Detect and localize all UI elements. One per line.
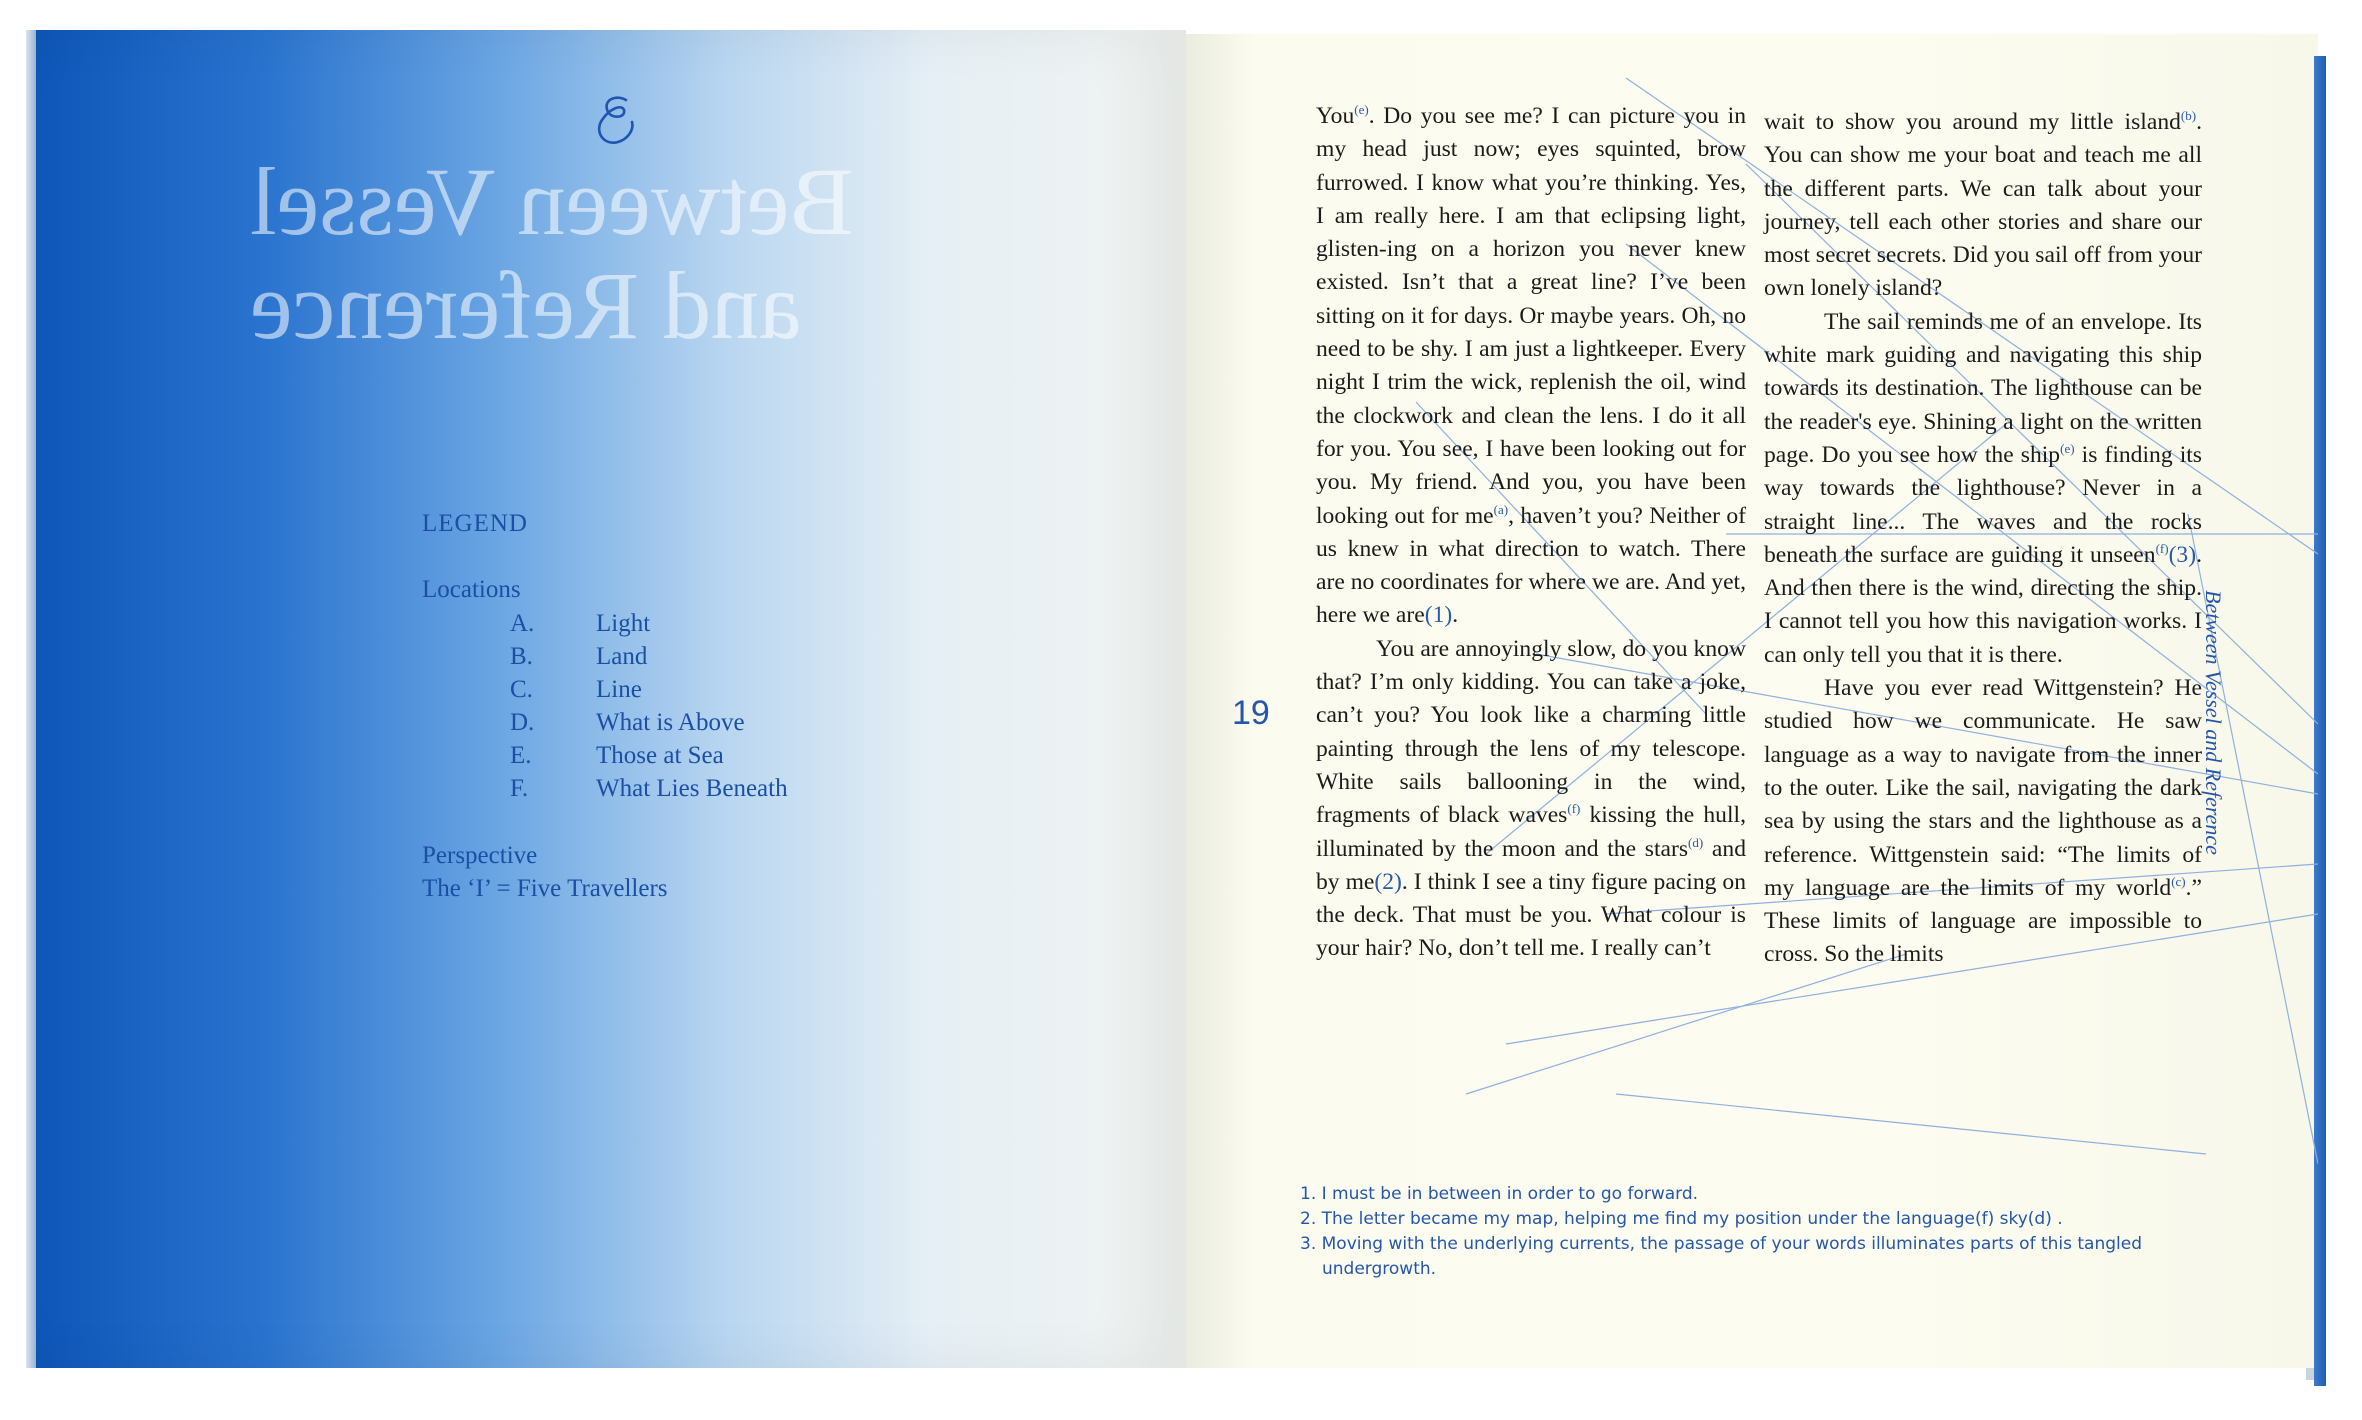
text-run: The sail reminds me of an envelope. Its white mark guiding and navigating this ship towards its destination. The lighthouse can be the reader's eye. Shining a light on the written page. Do you see how the ship [1764,308,2202,468]
paragraph [1764,306,2202,672]
legend-letter: F. [510,775,529,802]
text-run: Have you ever read Wittgenstein? He studied how we communicate. He saw language as a way to navigate from the inner to the outer. Like the sail, navigating the dark sea by using the stars and the lighthouse as a reference. Wittgenstein said: “The limits of my language are the limits of my world [1764,675,2202,901]
ghost-title-line-2: and Reference [250,252,802,359]
reference-marker: (a) [1493,501,1509,517]
legend-name: Land [596,643,648,670]
reference-marker: (f) [1567,801,1581,817]
text-run: and by me [1316,835,1746,895]
mirrored-title-bleedthrough [250,150,910,358]
legend-name: What is Above [596,709,745,736]
text-run: is finding its way towards the lighthouse? Never in a straight line... The waves and the rocks beneath the surface are guiding it unseen [1764,441,2202,568]
footnotes [1300,1182,2200,1282]
text-run: . I think I see a tiny figure pacing on the deck. That must be you. What colour is your hair? No, don’t tell me. I really can’t [1316,868,1746,962]
footnote-ref: (3) [2168,541,2197,568]
reference-marker: (b) [2180,108,2197,124]
running-title: Between Vessel and Reference [2201,590,2226,855]
text-run: wait to show you around my little island [1764,109,2181,135]
text-run: . Do you see me? I can picture you in my head just now; eyes squinted, brow furrowed. I know what you’re thinking. Yes, I am really here. I am that eclipsing light, glisten-ing on a horizon you never knew existed. Isn’t that a great line? I’ve been sitting on it for days. Or maybe years. Oh, no need to be shy. I am just a lightkeeper. Every night I trim the wick, replenish the oil, wind the clockwork and clean the lens. I do it all for you. You see, I have been looking out for you. My friend. And you, you have been looking out for me [1316,103,1746,529]
reference-marker: (d) [1688,834,1704,850]
paragraph [1316,100,1746,633]
legend-letter: A. [510,610,535,637]
legend-letter: E. [510,742,532,769]
legend-letter: D. [510,709,535,736]
reference-marker: (f) [2155,541,2169,556]
page-number: 19 [1232,694,1270,732]
legend-letter: C. [510,676,533,703]
text-run: You [1316,103,1355,129]
text-column-1 [1316,100,1746,966]
text-run: kissing the hull, illuminated by the moon and the stars [1316,802,1746,862]
footnote-ref: (2) [1374,868,1402,895]
text-run: . [1452,602,1459,629]
reference-marker: (e) [2060,441,2075,457]
legend-name: Light [596,610,651,637]
legend-letter: B. [510,643,533,670]
locations-label: Locations [422,576,521,603]
legend-heading: LEGEND [422,510,528,537]
legend-name: What Lies Beneath [596,775,788,802]
perspective-value: The ‘I’ = Five Travellers [422,875,668,902]
perspective-label: Perspective [422,842,538,869]
paragraph [1316,633,1746,966]
legend-name: Line [596,676,642,703]
reference-marker: (e) [1354,102,1369,118]
text-run: , haven’t you? Neither of us knew in what direction to watch. There are no coordinates for where we are. And yet, here we are [1316,502,1746,629]
footnote-ref: (1) [1424,602,1453,629]
paragraph [1764,106,2202,306]
text-run: . And then there is the wind, directing the ship. I cannot tell you how this navigation works. I can only tell you that it is there. [1764,541,2202,668]
footnote: 3. Moving with the underlying currents, the passage of your words illuminates parts of this tangled [1300,1234,2142,1254]
ampersand-icon [588,92,648,152]
text-run: .” These limits of language are impossible to cross. So the limits [1764,874,2202,968]
text-run: You are annoyingly slow, do you know that? I’m only kidding. You can take a joke, can’t you? You look like a charming little painting through the lens of my telescope. White sails ballooning in the wind, fragments of black waves [1316,635,1746,829]
footnote: 1. I must be in between in order to go forward. [1300,1184,1699,1204]
ghost-title-line-1: Between Vessel [250,148,854,255]
reference-marker: (c) [2171,873,2186,889]
paragraph [1764,672,2202,972]
footnote: 2. The letter became my map, helping me find my position under the language(f) sky(d) . [1300,1209,2063,1229]
text-run: . You can show me your boat and teach me all the different parts. We can talk about your journey, tell each other stories and share our most secret secrets. Did you sail off from your own lonely island? [1764,109,2202,302]
text-column-2 [1764,106,2202,972]
footnote-continuation: undergrowth. [1322,1259,1437,1279]
legend-name: Those at Sea [596,742,724,769]
